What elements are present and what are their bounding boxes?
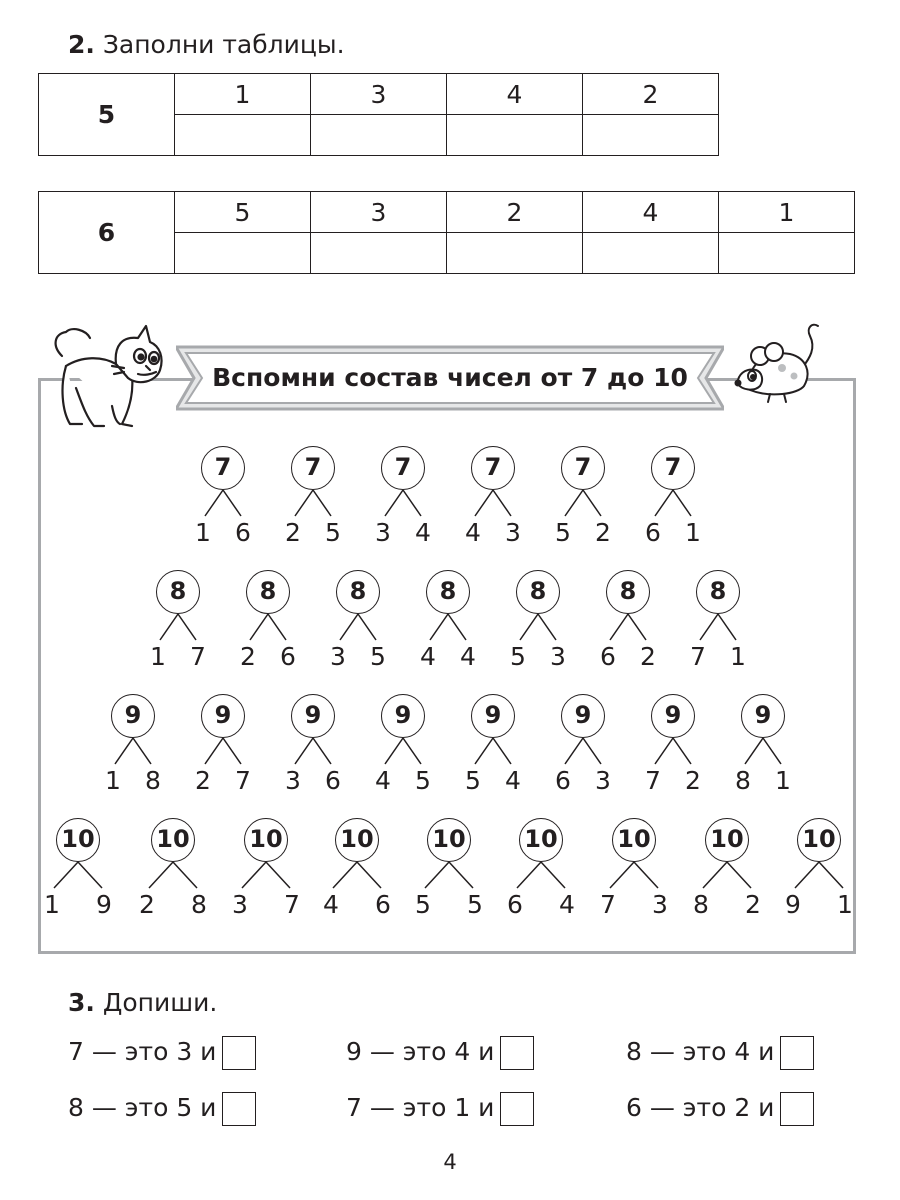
- part-left: 6: [507, 890, 523, 919]
- part-left: 3: [285, 766, 301, 795]
- part-left: 6: [555, 766, 571, 795]
- whole-number: 9: [381, 694, 425, 738]
- part-left: 4: [375, 766, 391, 795]
- part-left: 1: [195, 518, 211, 547]
- exercise-text: 7 — это 3 и: [68, 1037, 217, 1066]
- table2-part: 3: [311, 192, 447, 233]
- composition-tree: [633, 446, 713, 556]
- part-left: 1: [44, 890, 60, 919]
- composition-tree: [723, 694, 803, 804]
- part-right: 6: [375, 890, 391, 919]
- composition-tree: [363, 694, 443, 804]
- composition-tree: [453, 446, 533, 556]
- part-right: 2: [685, 766, 701, 795]
- whole-number: 8: [696, 570, 740, 614]
- exercise-item: [68, 1092, 256, 1126]
- part-left: 7: [600, 890, 616, 919]
- whole-number: 8: [156, 570, 200, 614]
- answer-box[interactable]: [222, 1036, 256, 1070]
- composition-tree: [226, 818, 306, 928]
- composition-tree: [453, 694, 533, 804]
- table1-answer-cell[interactable]: [311, 115, 447, 156]
- table1-part: 1: [175, 74, 311, 115]
- table1-part: 4: [447, 74, 583, 115]
- part-left: 6: [645, 518, 661, 547]
- composition-tree: [588, 570, 668, 680]
- task2-heading: [68, 30, 345, 59]
- exercise-text: 6 — это 2 и: [626, 1093, 775, 1122]
- part-left: 3: [232, 890, 248, 919]
- answer-box[interactable]: [222, 1092, 256, 1126]
- composition-tree: [501, 818, 581, 928]
- part-left: 5: [465, 766, 481, 795]
- table2-part: 5: [175, 192, 311, 233]
- part-left: 8: [693, 890, 709, 919]
- exercise-text: 8 — это 5 и: [68, 1093, 217, 1122]
- whole-number: 10: [244, 818, 288, 862]
- part-left: 5: [555, 518, 571, 547]
- task2-number: 2.: [68, 30, 95, 59]
- part-left: 4: [420, 642, 436, 671]
- part-right: 6: [235, 518, 251, 547]
- composition-tree: [38, 818, 118, 928]
- exercise-text: 8 — это 4 и: [626, 1037, 775, 1066]
- table2-answer-cell[interactable]: [311, 233, 447, 274]
- answer-box[interactable]: [500, 1092, 534, 1126]
- whole-number: 9: [111, 694, 155, 738]
- table1-whole: 5: [39, 74, 175, 156]
- part-right: 7: [284, 890, 300, 919]
- part-right: 6: [325, 766, 341, 795]
- composition-tree: [678, 570, 758, 680]
- table2-part: 4: [583, 192, 719, 233]
- part-right: 4: [415, 518, 431, 547]
- table2-part: 1: [719, 192, 855, 233]
- composition-tree: [408, 570, 488, 680]
- whole-number: 9: [651, 694, 695, 738]
- composition-tree: [318, 570, 398, 680]
- whole-number: 9: [201, 694, 245, 738]
- table2-answer-cell[interactable]: [719, 233, 855, 274]
- table2-answer-cell[interactable]: [583, 233, 719, 274]
- part-left: 3: [375, 518, 391, 547]
- part-right: 5: [467, 890, 483, 919]
- exercise-item: [346, 1092, 534, 1126]
- exercise-item: [626, 1036, 814, 1070]
- part-right: 7: [190, 642, 206, 671]
- part-right: 8: [145, 766, 161, 795]
- whole-number: 10: [519, 818, 563, 862]
- part-right: 4: [559, 890, 575, 919]
- task2-text: Заполни таблицы.: [102, 30, 345, 59]
- cat-icon: [42, 316, 172, 436]
- composition-tree: [687, 818, 767, 928]
- part-left: 6: [600, 642, 616, 671]
- task3-heading: [68, 988, 217, 1017]
- table1-answer-cell[interactable]: [583, 115, 719, 156]
- composition-table-1: [38, 73, 719, 156]
- part-left: 5: [510, 642, 526, 671]
- whole-number: 8: [606, 570, 650, 614]
- banner-title: Вспомни состав чисел от 7 до 10: [212, 363, 688, 392]
- whole-number: 7: [651, 446, 695, 490]
- part-left: 7: [690, 642, 706, 671]
- part-right: 6: [280, 642, 296, 671]
- page-number: 4: [443, 1150, 457, 1174]
- part-left: 4: [465, 518, 481, 547]
- part-left: 5: [415, 890, 431, 919]
- table2-answer-cell[interactable]: [175, 233, 311, 274]
- composition-tree: [183, 694, 263, 804]
- part-right: 5: [325, 518, 341, 547]
- whole-number: 9: [471, 694, 515, 738]
- whole-number: 9: [291, 694, 335, 738]
- answer-box[interactable]: [500, 1036, 534, 1070]
- part-right: 2: [640, 642, 656, 671]
- whole-number: 10: [705, 818, 749, 862]
- exercise-text: 7 — это 1 и: [346, 1093, 495, 1122]
- composition-table-2: [38, 191, 855, 274]
- whole-number: 10: [151, 818, 195, 862]
- part-right: 7: [235, 766, 251, 795]
- part-right: 1: [730, 642, 746, 671]
- whole-number: 7: [201, 446, 245, 490]
- whole-number: 7: [381, 446, 425, 490]
- whole-number: 8: [246, 570, 290, 614]
- composition-tree: [363, 446, 443, 556]
- part-right: 3: [505, 518, 521, 547]
- part-left: 4: [323, 890, 339, 919]
- composition-tree: [633, 694, 713, 804]
- composition-tree: [409, 818, 489, 928]
- table1-part: 3: [311, 74, 447, 115]
- whole-number: 9: [741, 694, 785, 738]
- part-left: 2: [195, 766, 211, 795]
- task3-text: Допиши.: [102, 988, 218, 1017]
- part-right: 4: [460, 642, 476, 671]
- table1-part: 2: [583, 74, 719, 115]
- table1-answer-cell[interactable]: [175, 115, 311, 156]
- part-left: 3: [330, 642, 346, 671]
- exercise-text: 9 — это 4 и: [346, 1037, 495, 1066]
- part-right: 3: [595, 766, 611, 795]
- whole-number: 7: [471, 446, 515, 490]
- composition-tree: [779, 818, 859, 928]
- composition-tree: [273, 446, 353, 556]
- whole-number: 10: [427, 818, 471, 862]
- exercise-item: [626, 1092, 814, 1126]
- answer-box[interactable]: [780, 1092, 814, 1126]
- exercise-item: [68, 1036, 256, 1070]
- part-right: 3: [550, 642, 566, 671]
- mouse-icon: [730, 318, 830, 408]
- exercise-item: [346, 1036, 534, 1070]
- whole-number: 10: [797, 818, 841, 862]
- composition-tree: [183, 446, 263, 556]
- part-right: 5: [370, 642, 386, 671]
- composition-tree: [133, 818, 213, 928]
- part-right: 5: [415, 766, 431, 795]
- part-left: 1: [150, 642, 166, 671]
- part-left: 7: [645, 766, 661, 795]
- table2-part: 2: [447, 192, 583, 233]
- part-left: 2: [285, 518, 301, 547]
- whole-number: 8: [426, 570, 470, 614]
- composition-tree: [228, 570, 308, 680]
- part-right: 1: [775, 766, 791, 795]
- whole-number: 7: [291, 446, 335, 490]
- table2-whole: 6: [39, 192, 175, 274]
- task3-number: 3.: [68, 988, 95, 1017]
- part-right: 4: [505, 766, 521, 795]
- part-right: 2: [595, 518, 611, 547]
- composition-tree: [93, 694, 173, 804]
- part-left: 2: [240, 642, 256, 671]
- answer-box[interactable]: [780, 1036, 814, 1070]
- whole-number: 8: [516, 570, 560, 614]
- part-right: 9: [96, 890, 112, 919]
- part-right: 1: [837, 890, 853, 919]
- whole-number: 10: [335, 818, 379, 862]
- whole-number: 10: [612, 818, 656, 862]
- part-right: 1: [685, 518, 701, 547]
- part-right: 2: [745, 890, 761, 919]
- composition-tree: [138, 570, 218, 680]
- part-left: 8: [735, 766, 751, 795]
- part-right: 3: [652, 890, 668, 919]
- composition-tree: [273, 694, 353, 804]
- whole-number: 7: [561, 446, 605, 490]
- table1-answer-cell[interactable]: [447, 115, 583, 156]
- composition-tree: [543, 446, 623, 556]
- composition-tree: [317, 818, 397, 928]
- whole-number: 9: [561, 694, 605, 738]
- composition-tree: [594, 818, 674, 928]
- part-left: 9: [785, 890, 801, 919]
- composition-tree: [543, 694, 623, 804]
- whole-number: 8: [336, 570, 380, 614]
- whole-number: 10: [56, 818, 100, 862]
- part-right: 8: [191, 890, 207, 919]
- composition-tree: [498, 570, 578, 680]
- part-left: 1: [105, 766, 121, 795]
- table2-answer-cell[interactable]: [447, 233, 583, 274]
- part-left: 2: [139, 890, 155, 919]
